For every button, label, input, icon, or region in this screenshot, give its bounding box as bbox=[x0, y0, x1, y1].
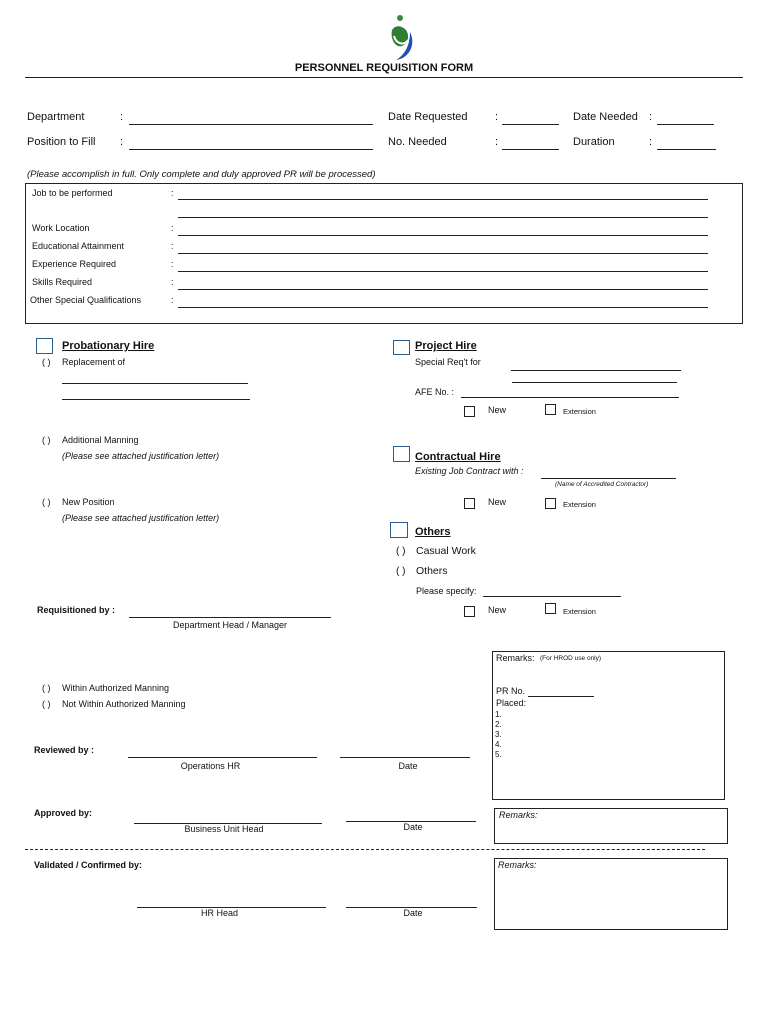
duration-field[interactable] bbox=[657, 149, 716, 150]
form-title: PERSONNEL REQUISITION FORM bbox=[294, 62, 474, 74]
replacement-field[interactable] bbox=[62, 383, 248, 384]
colon: : bbox=[495, 111, 499, 123]
date-requested-label: Date Requested bbox=[388, 111, 468, 123]
probationary-hire-checkbox[interactable] bbox=[36, 338, 53, 354]
department-label: Department bbox=[27, 111, 85, 123]
title-rule bbox=[25, 77, 743, 78]
project-hire-checkbox[interactable] bbox=[393, 340, 410, 355]
colon: : bbox=[649, 111, 653, 123]
contractual-extension-checkbox[interactable] bbox=[545, 498, 556, 509]
position-field[interactable] bbox=[129, 149, 373, 150]
hrod-remarks-label: Remarks: bbox=[496, 653, 535, 663]
reviewed-date-caption: Date bbox=[398, 761, 418, 771]
requisitioned-label: Requisitioned by : bbox=[37, 605, 116, 615]
other-quals-field[interactable] bbox=[178, 307, 708, 308]
date-needed-label: Date Needed bbox=[573, 111, 638, 123]
project-extension-checkbox[interactable] bbox=[545, 404, 556, 415]
existing-contract-label: Existing Job Contract with : bbox=[415, 466, 524, 476]
paren-option[interactable]: ( ) bbox=[42, 699, 51, 709]
project-hire-title: Project Hire bbox=[415, 340, 477, 352]
not-within-manning-label: Not Within Authorized Manning bbox=[62, 699, 186, 709]
others-option-label: Others bbox=[416, 565, 448, 577]
contractual-extension-label: Extension bbox=[563, 500, 596, 509]
colon: : bbox=[171, 259, 174, 269]
others-extension-checkbox[interactable] bbox=[545, 603, 556, 614]
job-field-2[interactable] bbox=[178, 217, 708, 218]
colon: : bbox=[171, 223, 174, 233]
requisitioned-signature-line[interactable] bbox=[129, 617, 331, 618]
colon: : bbox=[171, 277, 174, 287]
project-extension-label: Extension bbox=[563, 407, 596, 416]
colon: : bbox=[649, 136, 653, 148]
others-new-label: New bbox=[488, 605, 507, 615]
colon: : bbox=[171, 295, 174, 305]
project-new-label: New bbox=[488, 405, 507, 415]
requisitioned-caption: Department Head / Manager bbox=[172, 620, 288, 630]
approved-date-caption: Date bbox=[403, 822, 423, 832]
skills-label: Skills Required bbox=[32, 277, 93, 287]
validated-remarks-label: Remarks: bbox=[498, 860, 537, 870]
colon: : bbox=[171, 241, 174, 251]
pr-no-label: PR No. bbox=[496, 686, 526, 696]
reviewed-signature-line[interactable] bbox=[128, 757, 317, 758]
new-position-note: (Please see attached justification letter) bbox=[62, 513, 220, 523]
additional-manning-label: Additional Manning bbox=[62, 435, 139, 445]
pr-no-field[interactable] bbox=[528, 696, 594, 697]
contractual-hire-title: Contractual Hire bbox=[415, 451, 501, 463]
replacement-field-2[interactable] bbox=[62, 399, 250, 400]
contractual-new-checkbox[interactable] bbox=[464, 498, 475, 509]
instruction-note: (Please accomplish in full. Only complete and duly approved PR will be processed) bbox=[27, 169, 376, 180]
colon: : bbox=[120, 111, 124, 123]
reviewed-label: Reviewed by : bbox=[34, 745, 95, 755]
colon: : bbox=[171, 188, 174, 198]
position-label: Position to Fill bbox=[27, 136, 96, 148]
others-title: Others bbox=[415, 526, 451, 538]
please-specify-field[interactable] bbox=[483, 596, 621, 597]
paren-option[interactable]: ( ) bbox=[396, 566, 406, 577]
afe-label: AFE No. : bbox=[415, 387, 455, 397]
others-new-checkbox[interactable] bbox=[464, 606, 475, 617]
approved-label: Approved by: bbox=[34, 808, 93, 818]
paren-option[interactable]: ( ) bbox=[42, 435, 51, 445]
skills-field[interactable] bbox=[178, 289, 708, 290]
replacement-label: Replacement of bbox=[62, 357, 126, 367]
contractual-new-label: New bbox=[488, 497, 507, 507]
placed-item: 3. bbox=[495, 730, 502, 739]
no-needed-field[interactable] bbox=[502, 149, 559, 150]
placed-item: 4. bbox=[495, 740, 502, 749]
company-logo bbox=[386, 10, 416, 62]
probationary-hire-title: Probationary Hire bbox=[62, 340, 155, 352]
date-needed-field[interactable] bbox=[657, 124, 714, 125]
validated-date-caption: Date bbox=[403, 908, 423, 918]
within-manning-label: Within Authorized Manning bbox=[62, 683, 170, 693]
placed-label: Placed: bbox=[496, 698, 527, 708]
placed-item: 1. bbox=[495, 710, 502, 719]
reviewed-caption: Operations HR bbox=[180, 761, 241, 771]
job-field[interactable] bbox=[178, 199, 708, 200]
job-label: Job to be performed bbox=[32, 188, 113, 198]
please-specify-label: Please specify: bbox=[416, 586, 477, 596]
special-req-field-2[interactable] bbox=[512, 382, 677, 383]
paren-option[interactable]: ( ) bbox=[396, 546, 406, 557]
afe-field[interactable] bbox=[461, 397, 679, 398]
hrod-remarks-box bbox=[492, 651, 725, 800]
other-quals-label: Other Special Qualifications bbox=[30, 295, 142, 305]
education-field[interactable] bbox=[178, 253, 708, 254]
casual-work-label: Casual Work bbox=[416, 545, 476, 557]
validated-label: Validated / Confirmed by: bbox=[34, 860, 143, 870]
experience-label: Experience Required bbox=[32, 259, 117, 269]
contractor-field[interactable] bbox=[541, 478, 676, 479]
hrod-remarks-sub: (For HROD use only) bbox=[540, 655, 602, 662]
education-label: Educational Attainment bbox=[32, 241, 125, 251]
colon: : bbox=[495, 136, 499, 148]
paren-option[interactable]: ( ) bbox=[42, 357, 51, 367]
others-extension-label: Extension bbox=[563, 607, 596, 616]
placed-item: 2. bbox=[495, 720, 502, 729]
new-position-label: New Position bbox=[62, 497, 115, 507]
project-new-checkbox[interactable] bbox=[464, 406, 475, 417]
contractor-caption: (Name of Accredited Contractor) bbox=[555, 481, 649, 488]
special-req-label: Special Req't for bbox=[415, 357, 481, 367]
work-location-label: Work Location bbox=[32, 223, 90, 233]
section-separator bbox=[25, 849, 705, 850]
work-location-field[interactable] bbox=[178, 235, 708, 236]
experience-field[interactable] bbox=[178, 271, 708, 272]
reviewed-date-line[interactable] bbox=[340, 757, 470, 758]
paren-option[interactable]: ( ) bbox=[42, 683, 51, 693]
special-req-field[interactable] bbox=[511, 370, 681, 371]
approved-caption: Business Unit Head bbox=[184, 824, 264, 834]
paren-option[interactable]: ( ) bbox=[42, 497, 51, 507]
additional-note: (Please see attached justification letter) bbox=[62, 451, 220, 461]
date-requested-field[interactable] bbox=[502, 124, 559, 125]
approved-remarks-label: Remarks: bbox=[499, 810, 538, 820]
others-checkbox[interactable] bbox=[390, 522, 408, 538]
contractual-hire-checkbox[interactable] bbox=[393, 446, 410, 462]
department-field[interactable] bbox=[129, 124, 373, 125]
duration-label: Duration bbox=[573, 136, 615, 148]
validated-caption: HR Head bbox=[200, 908, 238, 918]
placed-item: 5. bbox=[495, 750, 502, 759]
no-needed-label: No. Needed bbox=[388, 136, 447, 148]
colon: : bbox=[120, 136, 124, 148]
